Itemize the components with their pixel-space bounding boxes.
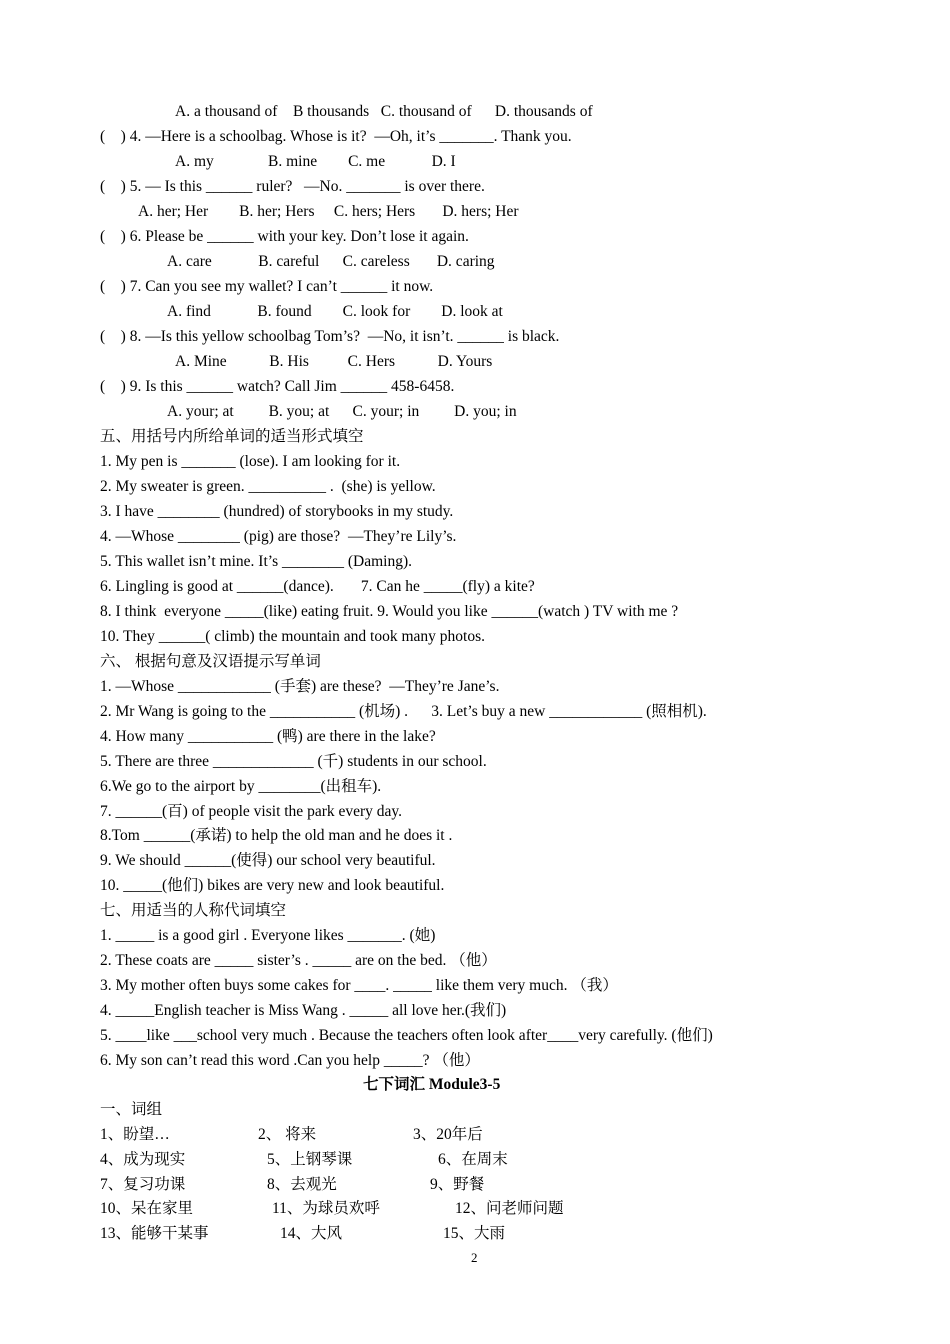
vocab-item: 5、上钢琴课 xyxy=(267,1151,353,1168)
s6-line: 10. _____(他们) bikes are very new and look beautiful. xyxy=(100,877,445,894)
q8-options: A. Mine B. His C. Hers D. Yours xyxy=(175,353,493,370)
question-8: ( ) 8. —Is this yellow schoolbag Tom’s? —No, it isn’t. ______ is black. xyxy=(100,328,560,345)
vocab-item: 14、大风 xyxy=(280,1225,343,1242)
page-number: 2 xyxy=(471,1250,478,1265)
question-7: ( ) 7. Can you see my wallet? I can’t ______ it now. xyxy=(100,278,434,295)
vocab-item: 11、为球员欢呼 xyxy=(272,1200,380,1217)
vocab-title: 七下词汇 Module3-5 xyxy=(363,1076,501,1093)
s7-line: 1. _____ is a good girl . Everyone likes _______. (她) xyxy=(100,927,436,944)
s7-line: 2. These coats are _____ sister’s . _____ are on the bed. （他） xyxy=(100,952,497,969)
s5-line: 8. I think everyone _____(like) eating fruit. 9. Would you like ______(watch ) TV with me ? xyxy=(100,603,679,620)
question-9: ( ) 9. Is this ______ watch? Call Jim ______ 458-6458. xyxy=(100,378,455,395)
vocab-item: 6、在周末 xyxy=(438,1151,508,1168)
s6-line: 5. There are three _____________ (千) students in our school. xyxy=(100,753,487,770)
s5-line: 2. My sweater is green. __________ . (she) is yellow. xyxy=(100,478,436,495)
vocab-item: 8、去观光 xyxy=(267,1176,337,1193)
s5-line: 3. I have ________ (hundred) of storybooks in my study. xyxy=(100,503,454,520)
vocab-item: 3、20年后 xyxy=(413,1126,483,1143)
section-6-heading: 六、 根据句意及汉语提示写单词 xyxy=(100,653,321,670)
s6-line: 2. Mr Wang is going to the ___________ (机场) . 3. Let’s buy a new ____________ (照相机). xyxy=(100,703,707,720)
vocab-item: 2、 将来 xyxy=(258,1126,317,1143)
s7-line: 6. My son can’t read this word .Can you help _____? （他） xyxy=(100,1052,480,1069)
vocab-item: 12、问老师问题 xyxy=(455,1200,564,1217)
section-7-heading: 七、用适当的人称代词填空 xyxy=(100,902,287,919)
vocab-item: 4、成为现实 xyxy=(100,1151,186,1168)
question-5: ( ) 5. — Is this ______ ruler? —No. _______ is over there. xyxy=(100,178,485,195)
q7-options: A. find B. found C. look for D. look at xyxy=(167,303,503,320)
s6-line: 4. How many ___________ (鸭) are there in the lake? xyxy=(100,728,436,745)
s5-line: 10. They ______( climb) the mountain and took many photos. xyxy=(100,628,486,645)
q4-options: A. my B. mine C. me D. I xyxy=(175,153,456,170)
vocab-item: 1、盼望… xyxy=(100,1126,170,1143)
s5-line: 1. My pen is _______ (lose). I am looking for it. xyxy=(100,453,401,470)
s7-line: 3. My mother often buys some cakes for ____. _____ like them very much. （我） xyxy=(100,977,618,994)
vocab-item: 15、大雨 xyxy=(443,1225,506,1242)
s6-line: 1. —Whose ____________ (手套) are these? —They’re Jane’s. xyxy=(100,678,500,695)
s6-line: 8.Tom ______(承诺) to help the old man and he does it . xyxy=(100,827,453,844)
q9-options: A. your; at B. you; at C. your; in D. you; in xyxy=(167,403,517,420)
vocab-item: 13、能够干某事 xyxy=(100,1225,209,1242)
s7-line: 5. ____like ___school very much . Because the teachers often look after____very carefully. (他们) xyxy=(100,1027,713,1044)
s7-line: 4. _____English teacher is Miss Wang . _____ all love her.(我们) xyxy=(100,1002,507,1019)
q5-options: A. her; Her B. her; Hers C. hers; Hers D. hers; Her xyxy=(138,203,519,220)
vocab-item: 9、野餐 xyxy=(430,1176,485,1193)
vocab-item: 7、复习功课 xyxy=(100,1176,186,1193)
s5-line: 5. This wallet isn’t mine. It’s ________ (Daming). xyxy=(100,553,412,570)
q6-options: A. care B. careful C. careless D. caring xyxy=(167,253,495,270)
vocab-item: 10、呆在家里 xyxy=(100,1200,194,1217)
question-4: ( ) 4. —Here is a schoolbag. Whose is it? —Oh, it’s _______. Thank you. xyxy=(100,128,572,145)
vocab-heading: 一、词组 xyxy=(100,1101,163,1118)
q3-options: A. a thousand of B thousands C. thousand of D. thousands of xyxy=(175,103,593,120)
s5-line: 4. —Whose ________ (pig) are those? —They’re Lily’s. xyxy=(100,528,457,545)
s6-line: 9. We should ______(使得) our school very beautiful. xyxy=(100,852,436,869)
s5-line: 6. Lingling is good at ______(dance). 7. Can he _____(fly) a kite? xyxy=(100,578,535,595)
question-6: ( ) 6. Please be ______ with your key. Don’t lose it again. xyxy=(100,228,469,245)
s6-line: 7. ______(百) of people visit the park every day. xyxy=(100,803,403,820)
s6-line: 6.We go to the airport by ________(出租车). xyxy=(100,778,382,795)
section-5-heading: 五、用括号内所给单词的适当形式填空 xyxy=(100,428,364,445)
